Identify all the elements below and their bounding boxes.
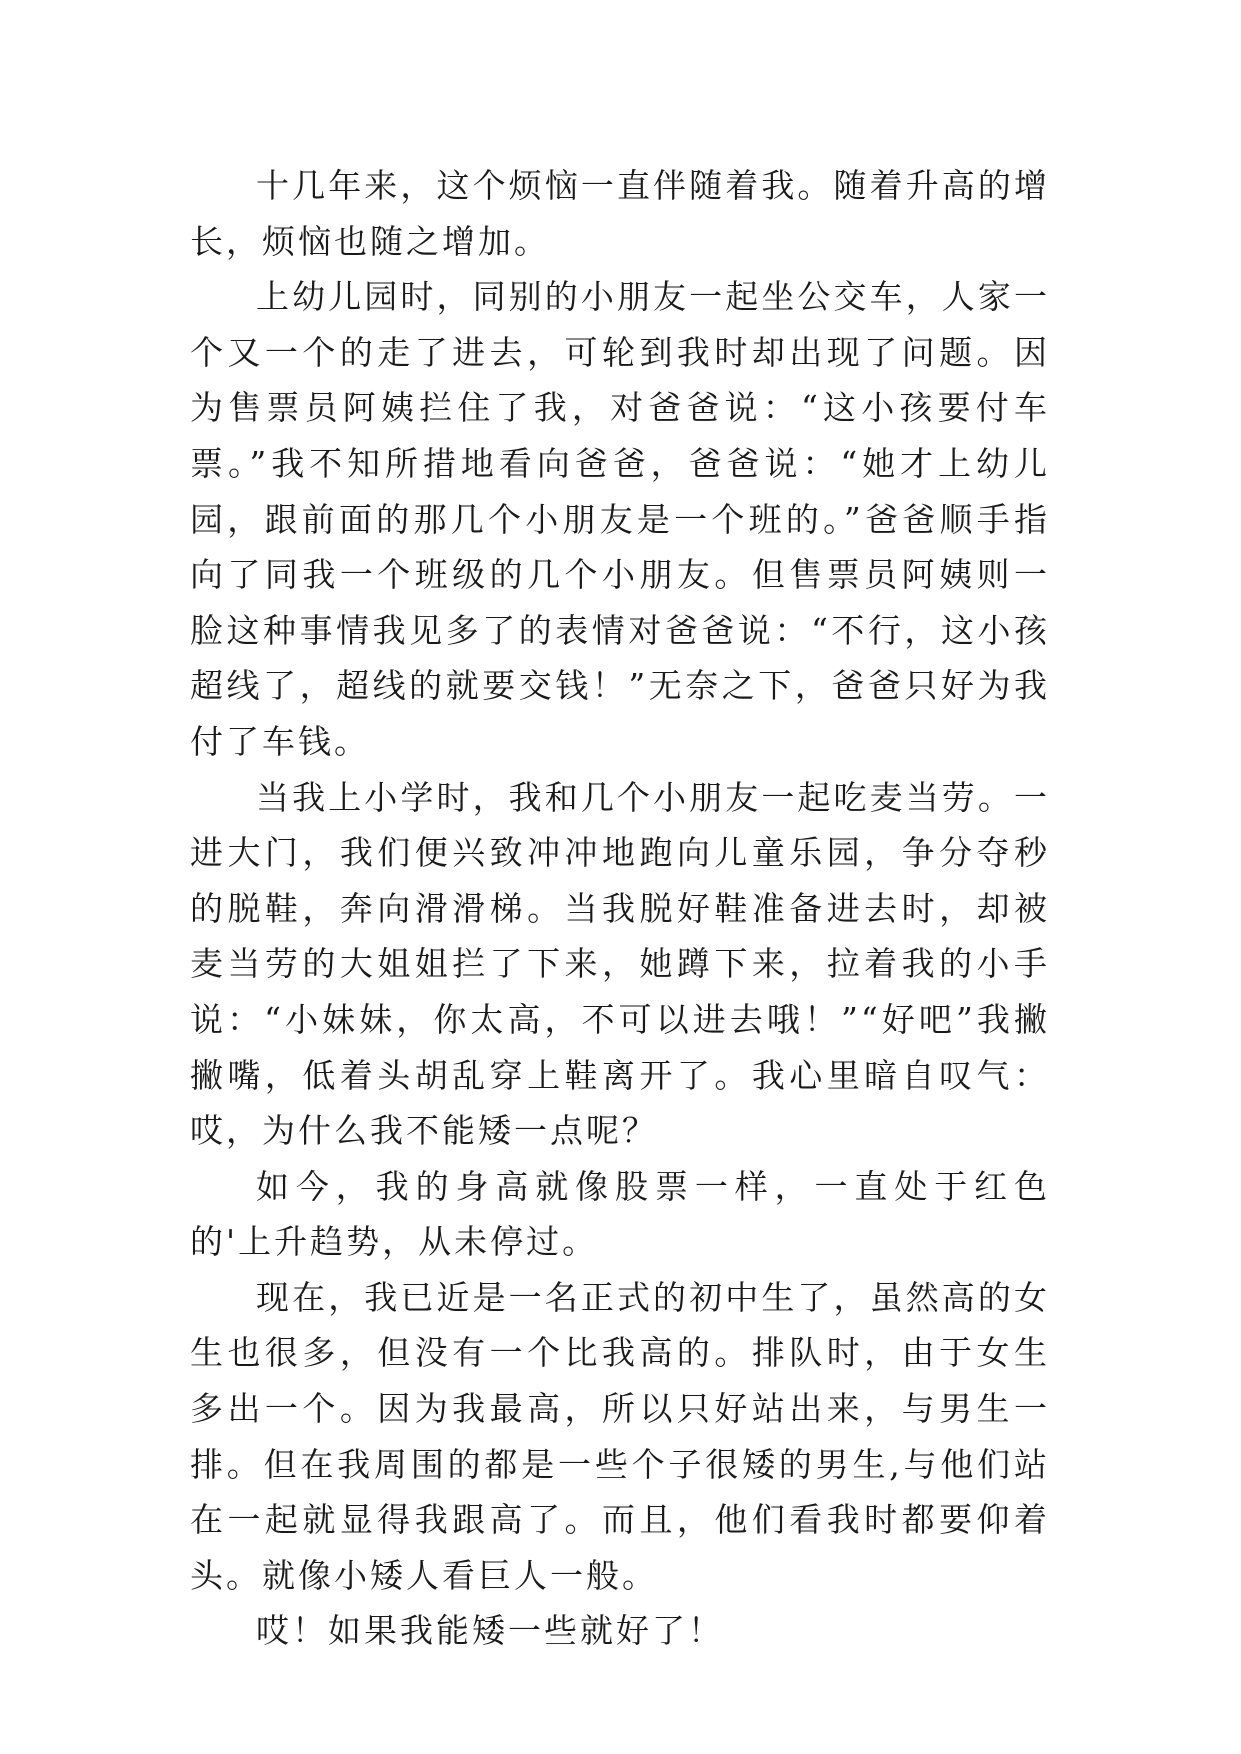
essay-body [190,158,1050,1659]
paragraph-4: 如今，我的身高就像股票一样，一直处于红色的'上升趋势，从未停过。 [190,1166,1050,1262]
paragraph-3: 当我上小学时，我和几个小朋友一起吃麦当劳。一进大门，我们便兴致冲冲地跑向儿童乐园，争分夺秒的脱鞋，奔向滑滑梯。当我脱好鞋准备进去时，却被麦当劳的大姐姐拦了下来，她蹲下来，拉着我的小手说：“小妹妹，你太高，不可以进去哦！”“好吧”我撇撇嘴，低着头胡乱穿上鞋离开了。我心里暗自叹气：哎，为什么我不能矮一点呢？ [190,777,1050,1151]
paragraph-1: 十几年来，这个烦恼一直伴随着我。随着升高的增长，烦恼也随之增加。 [190,166,1050,261]
paragraph-2: 上幼儿园时，同别的小朋友一起坐公交车，人家一个又一个的走了进去，可轮到我时却出现了问题。因为售票员阿姨拦住了我，对爸爸说：“这小孩要付车票。”我不知所措地看向爸爸，爸爸说：“她才上幼儿园，跟前面的那几个小朋友是一个班的。”爸爸顺手指向了同我一个班级的几个小朋友。但售票员阿姨则一脸这种事情我见多了的表情对爸爸说：“不行，这小孩超线了，超线的就要交钱！”无奈之下，爸爸只好为我付了车钱。 [190,277,1050,761]
paragraph-5: 现在，我已近是一名正式的初中生了，虽然高的女生也很多，但没有一个比我高的。排队时，由于女生多出一个。因为我最高，所以只好站出来，与男生一排。但在我周围的都是一些个子很矮的男生,与他们站在一起就显得我跟高了。而且，他们看我时都要仰着头。就像小矮人看巨人一般。 [190,1277,1050,1595]
paragraph-6: 哎！如果我能矮一些就好了！ [256,1611,724,1651]
